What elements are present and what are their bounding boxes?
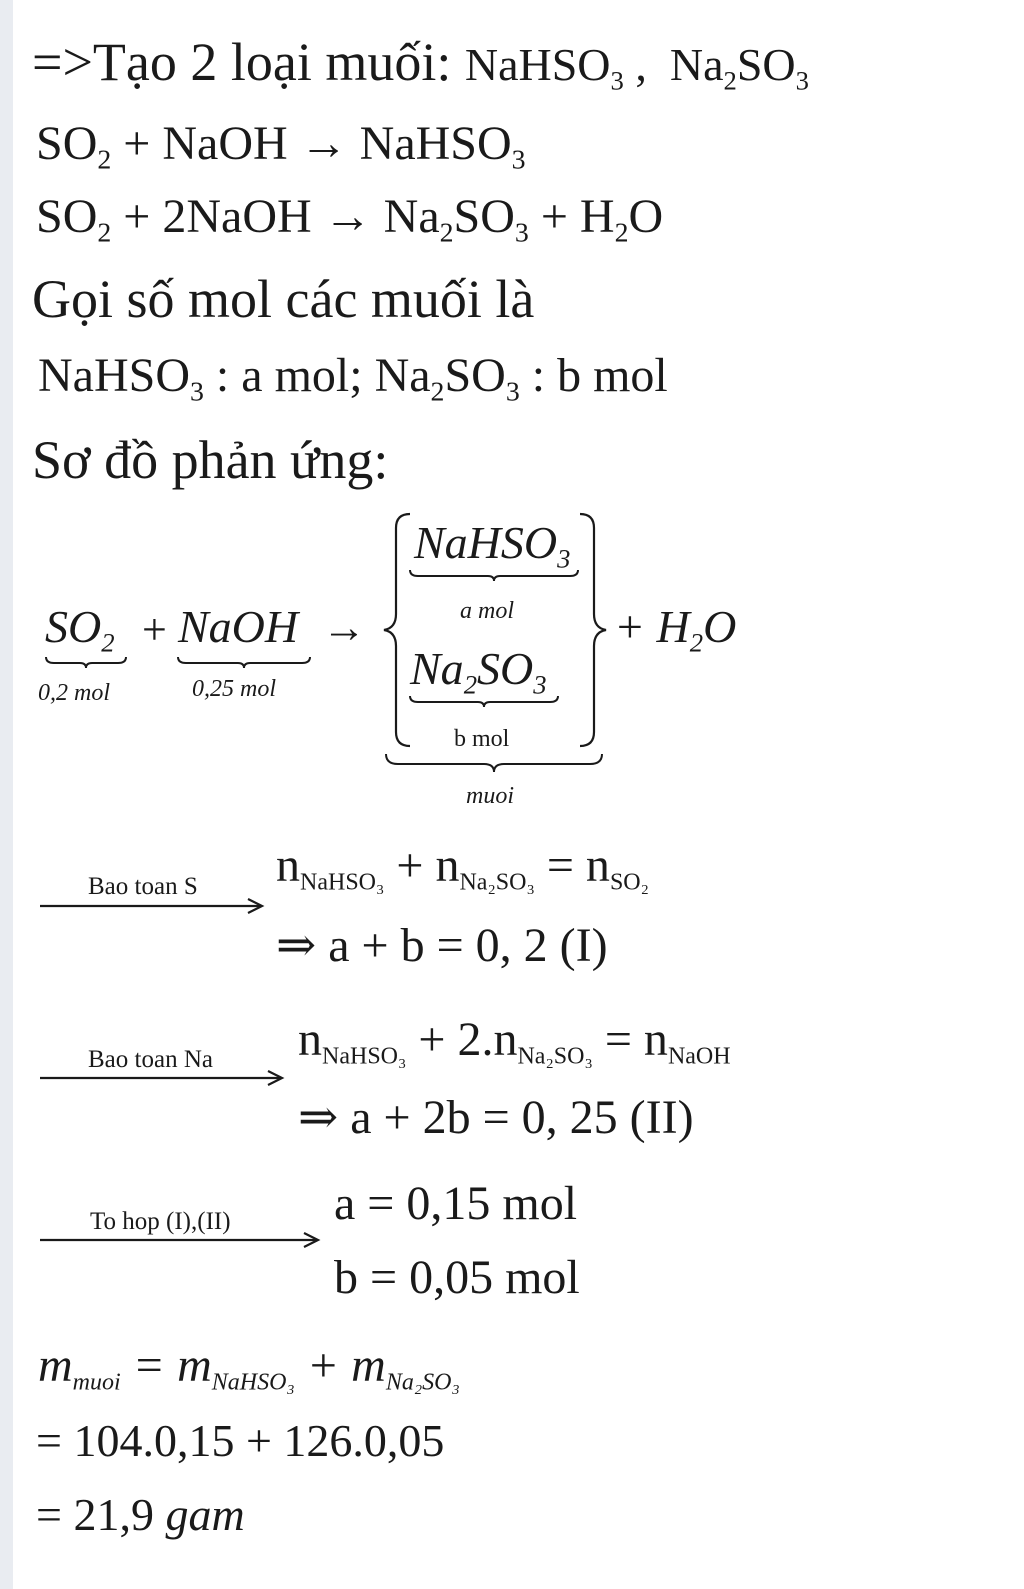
- step1-result: ⇒ a + b = 0, 2 (I): [276, 919, 608, 972]
- nahso3-underbrace: [408, 568, 582, 582]
- step3-label: To hop (I),(II): [90, 1208, 231, 1235]
- naoh-underbrace: [176, 655, 312, 669]
- scheme-arrow: →: [322, 603, 366, 652]
- step1-arrow: [38, 896, 268, 916]
- moles-definition: NaHSO$_3$ : a mol; $Na_2SO_3$ : b mol: [38, 349, 668, 408]
- so2-amount: 0,2 mol: [38, 680, 110, 706]
- step3-arrow: [38, 1230, 324, 1250]
- na2so3-underbrace: [408, 694, 562, 708]
- step2-equation: $n_{NaHSO_3} + 2.n_{Na_2SO_3} = n_{NaOH}$: [298, 1013, 731, 1070]
- naoh-amount: 0,25 mol: [192, 676, 276, 702]
- mass-formula: $m_{muoi} = m_{NaHSO_3} + m_{Na_2SO_3}$: [38, 1339, 460, 1396]
- so2-underbrace: [44, 655, 128, 669]
- scheme-water: + $H_2O$: [614, 601, 737, 658]
- step3-a: a = 0,15 mol: [334, 1177, 578, 1230]
- step2-arrow: [38, 1068, 288, 1088]
- scheme-title: Sơ đồ phản ứng:: [32, 430, 389, 490]
- step2-label: Bao toan Na: [88, 1046, 213, 1073]
- product-na2so3: $Na_2SO_3$: [410, 643, 547, 700]
- moles-intro: Gọi số mol các muối là: [32, 269, 535, 329]
- product-nahso3: NaHSO$_3$: [414, 517, 571, 574]
- mass-result: = 21,9 gam: [36, 1489, 245, 1540]
- scheme-so2: $SO_2$: [45, 601, 115, 658]
- na2so3-amount: b mol: [454, 726, 510, 752]
- scheme-plus: +: [142, 605, 167, 654]
- step3-b: b = 0,05 mol: [334, 1251, 580, 1304]
- mass-calculation: = 104.0,15 + 126.0,05: [36, 1415, 445, 1466]
- step2-result: ⇒ a + 2b = 0, 25 (II): [298, 1091, 694, 1144]
- step1-label: Bao toan S: [88, 873, 198, 900]
- step1-equation: $n_{NaHSO_3} + n_{Na_2SO_3} = n_{SO_2}$: [276, 839, 649, 896]
- left-margin-bar: [0, 0, 13, 1589]
- equation-1: $SO_2$ + NaOH → NaHSO$_3$: [36, 117, 526, 176]
- scheme-naoh: NaOH: [178, 601, 299, 652]
- equation-2: $SO_2$ + 2NaOH → $Na_2SO_3 + H_2O$: [36, 190, 664, 249]
- salts-group-label: muoi: [466, 783, 514, 809]
- nahso3-amount: a mol: [460, 598, 514, 624]
- conclusion-line: =>Tạo 2 loại muối: NaHSO$_3$ , $Na_2SO_3$: [32, 32, 809, 96]
